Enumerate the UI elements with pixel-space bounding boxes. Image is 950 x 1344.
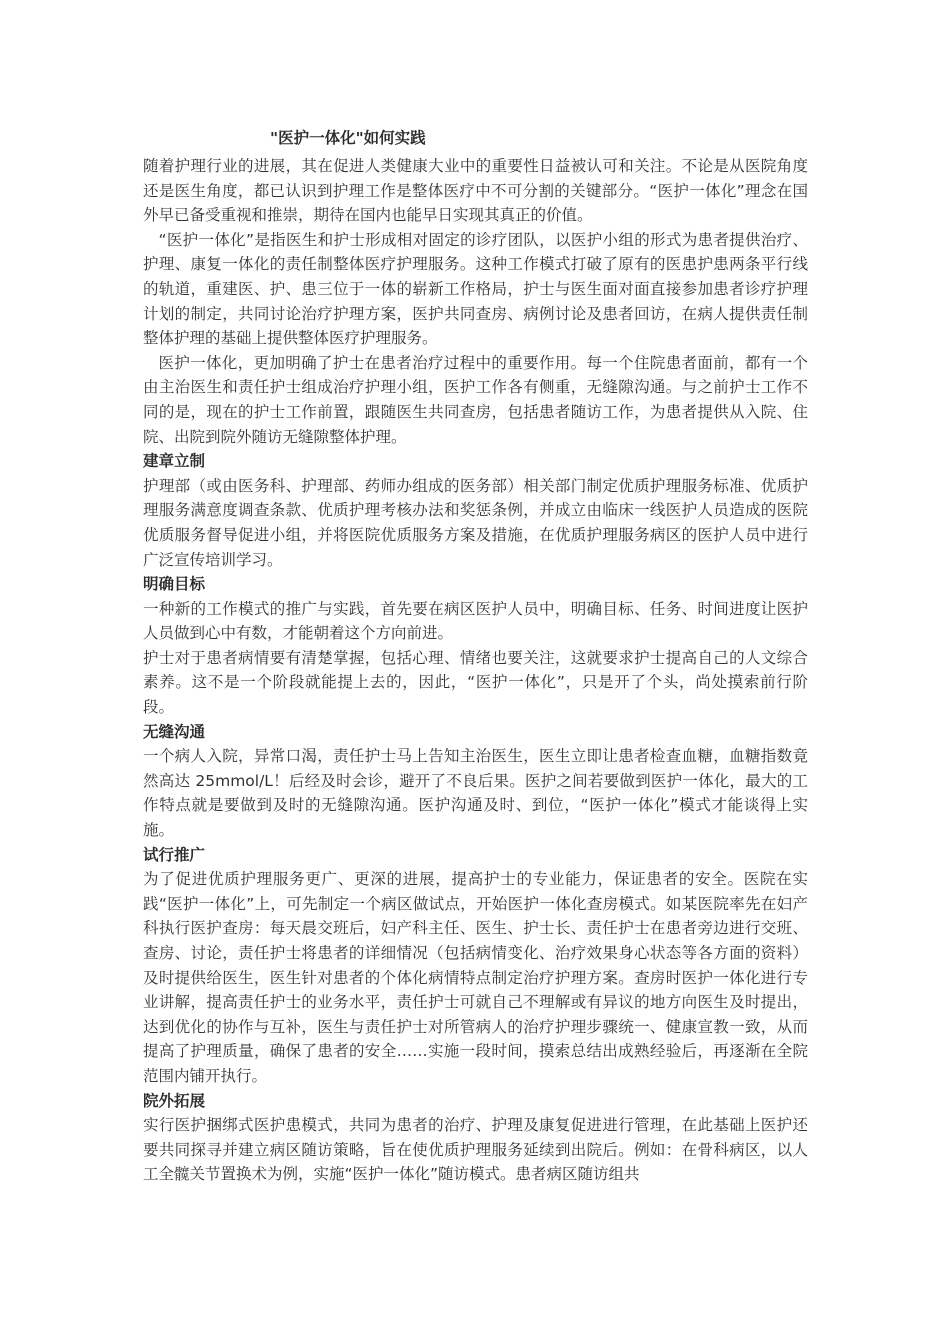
section-paragraph: 护士对于患者病情要有清楚掌握，包括心理、情绪也要关注，这就要求护士提高自己的人文综合素养。这不是一个阶段就能提上去的，因此，“医护一体化”，只是开了个头，尚处摸索前行阶段。 — [143, 648, 808, 717]
section-outreach — [143, 1089, 808, 1187]
section-heading: 建章立制 — [143, 452, 206, 471]
section-paragraph: 为了促进优质护理服务更广、更深的进展，提高护士的专业能力，保证患者的安全。医院在实践“医护一体化”上，可先制定一个病区做试点，开始医护一体化查房模式。如某医院率先在妇产科执行医护查房：每天晨交班后，妇产科主任、医生、护士长、责任护士在患者旁边进行交班、查房、讨论，责任护士将患者的详细情况（包括病情变化、治疗效果身心状态等各方面的资料）及时提供给医生，医生针对患者的个体化病情特点制定治疗护理方案。查房时医护一体化进行专业讲解，提高责任护士的业务水平，责任护士可就自己不理解或有异议的地方向医生及时提出，达到优化的协作与互补，医生与责任护士对所管病人的治疗护理步骤统一、健康宣教一致，从而提高了护理质量，确保了患者的安全……实施一段时间，摸索总结出成熟经验后，再逐渐在全院范围内铺开执行。 — [143, 870, 808, 1085]
section-heading: 无缝沟通 — [143, 722, 206, 741]
intro-paragraph-3: 医护一体化，更加明确了护士在患者治疗过程中的重要作用。每一个住院患者面前，都有一个由主治医生和责任护士组成治疗护理小组，医护工作各有侧重，无缝隙沟通。与之前护士工作不同的是，现在的护士工作前置，跟随医生共同查房，包括患者随访工作，为患者提供从入院、住院、出院到院外随访无缝隙整体护理。 — [143, 353, 808, 446]
section-paragraph: 一种新的工作模式的推广与实践，首先要在病区医护人员中，明确目标、任务、时间进度让医护人员做到心中有数，才能朝着这个方向前进。 — [143, 599, 808, 643]
section-heading: 院外拓展 — [143, 1091, 206, 1110]
section-heading: 试行推广 — [143, 845, 206, 864]
section-pilot — [143, 843, 808, 1089]
section-paragraph: 护理部（或由医务科、护理部、药师办组成的医务部）相关部门制定优质护理服务标准、优质护理服务满意度调查条款、优质护理考核办法和奖惩条例，并成立由临床一线医护人员造成的医院优质服务督导促进小组，并将医院优质服务方案及措施，在优质护理服务病区的医护人员中进行广泛宣传培训学习。 — [143, 476, 808, 569]
section-goals — [143, 572, 808, 720]
section-regulations — [143, 449, 808, 572]
intro-paragraph-2: “医护一体化”是指医生和护士形成相对固定的诊疗团队，以医护小组的形式为患者提供治疗、护理、康复一体化的责任制整体医疗护理服务。这种工作模式打破了原有的医患护患两条平行线的轨道，重建医、护、患三位于一体的崭新工作格局，护士与医生面对面直接参加患者诊疗护理计划的制定，共同讨论治疗护理方案，医护共同查房、病例讨论及患者回访，在病人提供责任制整体护理的基础上提供整体医疗护理服务。 — [143, 230, 808, 348]
intro-paragraph-1: 随着护理行业的进展，其在促进人类健康大业中的重要性日益被认可和关注。不论是从医院角度还是医生角度，都已认识到护理工作是整体医疗中不可分割的关键部分。“医护一体化”理念在国外早已备受重视和推崇，期待在国内也能早日实现其真正的价值。 — [143, 157, 808, 225]
section-heading: 明确目标 — [143, 575, 206, 594]
section-communication — [143, 720, 808, 843]
section-paragraph: 一个病人入院，异常口渴，责任护士马上告知主治医生，医生立即让患者检查血糖，血糖指数竟然高达 25mmol/L！后经及时会诊，避开了不良后果。医护之间若要做到医护一体化，最大的工作特点就是要做到及时的无缝隙沟通。医护沟通及时、到位，“医护一体化”模式才能谈得上实施。 — [143, 747, 808, 840]
section-paragraph: 实行医护捆绑式医护患模式，共同为患者的治疗、护理及康复促进进行管理，在此基础上医护还要共同探寻并建立病区随访策略，旨在使优质护理服务延续到出院后。例如：在骨科病区，以人工全髋关节置换术为例，实施“医护一体化”随访模式。患者病区随访组共 — [143, 1116, 808, 1184]
document-title: "医护一体化"如何实践 — [270, 129, 426, 147]
document-page — [143, 126, 808, 1187]
